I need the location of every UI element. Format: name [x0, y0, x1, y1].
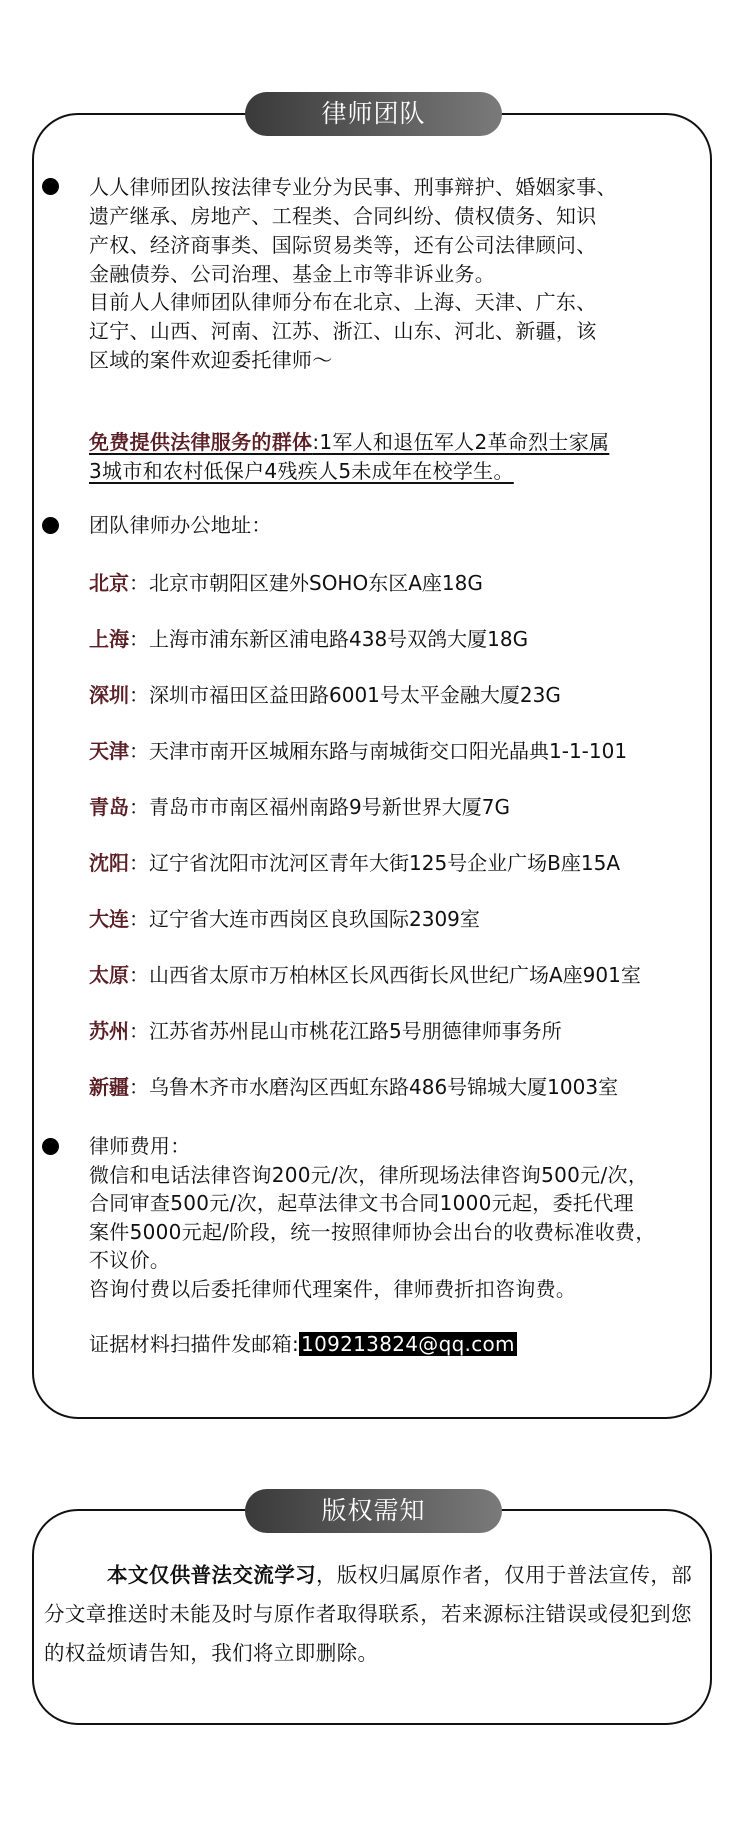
- separator: ：: [129, 963, 149, 987]
- email-label: 证据材料扫描件发邮箱:: [89, 1332, 300, 1356]
- city-label: 大连: [89, 907, 129, 931]
- separator: ：: [129, 851, 149, 875]
- copyright-text: [44, 1556, 704, 1673]
- office-address: [89, 849, 620, 878]
- office-address: [89, 961, 641, 990]
- distribution-line: 目前人人律师团队律师分布在北京、上海、天津、广东、: [89, 290, 597, 314]
- fee-line: 微信和电话法律咨询200元/次，律所现场法律咨询500元/次，: [89, 1162, 649, 1187]
- fee-line: 合同审查500元/次，起草法律文书合同1000元起，委托代理: [89, 1191, 634, 1215]
- distribution-paragraph: [89, 288, 597, 375]
- copyright-title: 版权需知: [245, 1489, 502, 1533]
- address-text: 辽宁省大连市西岗区良玖国际2309室: [149, 907, 480, 931]
- intro-line: 金融债券、公司治理、基金上市等非诉业务。: [89, 262, 495, 286]
- intro-line: 人人律师团队按法律专业分为民事、刑事辩护、婚姻家事、: [89, 175, 617, 199]
- free-service-text: 3城市和农村低保户4残疾人5未成年在校学生。: [89, 459, 514, 483]
- free-service-text: :1军人和退伍军人2革命烈士家属: [312, 430, 610, 454]
- address-text: 辽宁省沈阳市沈河区青年大街125号企业广场B座15A: [149, 851, 621, 875]
- email-row: [89, 1330, 517, 1359]
- fee-paragraph: [89, 1132, 656, 1303]
- separator: ：: [129, 1075, 149, 1099]
- free-service-label: 免费提供法律服务的群体: [89, 430, 313, 454]
- free-service-paragraph: [89, 428, 609, 486]
- city-label: 北京: [89, 571, 129, 595]
- office-address: [89, 625, 528, 654]
- city-label: 青岛: [89, 795, 129, 819]
- office-address: [89, 793, 510, 822]
- fee-line: 案件5000元起/阶段，统一按照律师协会出台的收费标准收费，: [89, 1219, 656, 1244]
- intro-paragraph: [89, 173, 617, 289]
- separator: ：: [129, 739, 149, 763]
- office-address: [89, 905, 480, 934]
- fee-line: 不议价。: [89, 1248, 171, 1272]
- separator: ：: [129, 571, 149, 595]
- distribution-line: 区域的案件欢迎委托律师～: [89, 348, 333, 372]
- city-label: 天津: [89, 739, 129, 763]
- bullet-icon: [42, 517, 59, 534]
- office-address: [89, 737, 627, 766]
- separator: ：: [129, 627, 149, 651]
- address-text: 青岛市市南区福州南路9号新世界大厦7G: [149, 795, 510, 819]
- office-address: [89, 1073, 618, 1102]
- email-address[interactable]: 109213824@qq.com: [301, 1332, 515, 1356]
- address-text: 山西省太原市万柏林区长风西街长风世纪广场A座901室: [149, 963, 641, 987]
- city-label: 新疆: [89, 1075, 129, 1099]
- city-label: 苏州: [89, 1019, 129, 1043]
- separator: ：: [129, 1019, 149, 1043]
- separator: ：: [129, 683, 149, 707]
- address-text: 天津市南开区城厢东路与南城街交口阳光晶典1-1-101: [149, 739, 628, 763]
- separator: ：: [129, 795, 149, 819]
- office-address: [89, 1017, 562, 1046]
- city-label: 深圳: [89, 683, 129, 707]
- address-heading: 团队律师办公地址：: [89, 513, 272, 537]
- address-text: 深圳市福田区益田路6001号太平金融大厦23G: [149, 683, 561, 707]
- city-label: 沈阳: [89, 851, 129, 875]
- distribution-line: 辽宁、山西、河南、江苏、浙江、山东、河北、新疆，该: [89, 319, 597, 343]
- office-address: [89, 681, 561, 710]
- address-text: 江苏省苏州昆山市桃花江路5号朋德律师事务所: [149, 1019, 562, 1043]
- office-address: [89, 569, 483, 598]
- separator: ：: [129, 907, 149, 931]
- bullet-icon: [42, 178, 59, 195]
- fee-line: 律师费用：: [89, 1134, 191, 1158]
- address-text: 北京市朝阳区建外SOHO东区A座18G: [149, 571, 483, 595]
- address-text: 上海市浦东新区浦电路438号双鸽大厦18G: [149, 627, 529, 651]
- address-text: 乌鲁木齐市水磨沟区西虹东路486号锦城大厦1003室: [149, 1075, 619, 1099]
- intro-line: 产权、经济商事类、国际贸易类等，还有公司法律顾问、: [89, 233, 597, 257]
- bullet-icon: [42, 1138, 59, 1155]
- intro-line: 遗产继承、房地产、工程类、合同纠纷、债权债务、知识: [89, 204, 597, 228]
- fee-line: 咨询付费以后委托律师代理案件，律师费折扣咨询费。: [89, 1276, 577, 1301]
- city-label: 太原: [89, 963, 129, 987]
- copyright-body: ，版权归属原作者，仅用于普法宣传，部分文章推送时未能及时与原作者取得联系，若来源标注错误或侵犯到您的权益烦请告知，我们将立即删除。: [44, 1563, 693, 1665]
- city-label: 上海: [89, 627, 129, 651]
- copyright-bold: 本文仅供普法交流学习: [107, 1563, 316, 1587]
- lawyer-team-title: 律师团队: [245, 92, 502, 136]
